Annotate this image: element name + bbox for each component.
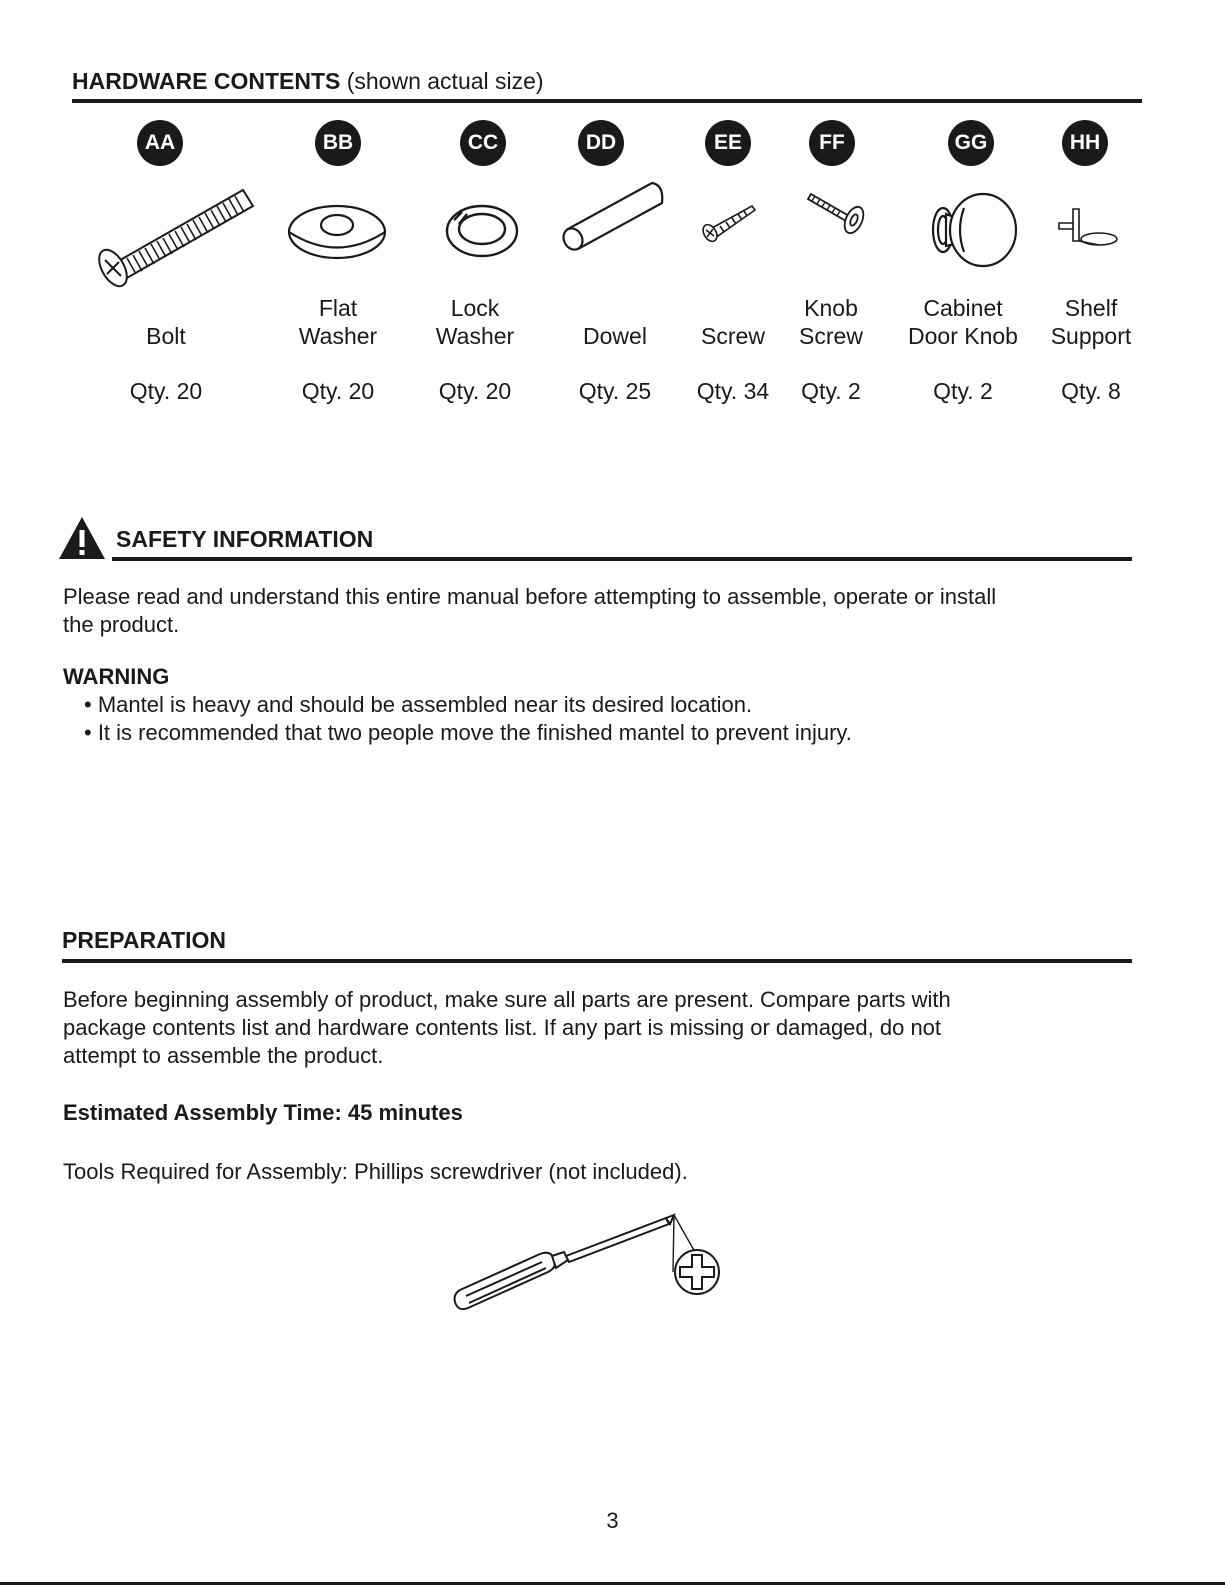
part-badge-ee: EE (705, 120, 751, 166)
part-qty-flat-washer: Qty. 20 (301, 378, 375, 404)
screw-icon (700, 200, 760, 245)
part-badge-gg: GG (948, 120, 994, 166)
part-badge-dd: DD (578, 120, 624, 166)
safety-intro: Please read and understand this entire manual before attempting to assemble, operate or install the product. (63, 584, 997, 637)
part-label-knob-screw: Knob Screw (799, 295, 863, 349)
estimated-assembly-time: Estimated Assembly Time: 45 minutes (63, 1100, 463, 1125)
part-qty-shelf-support: Qty. 8 (1061, 378, 1121, 404)
part-label-flat-washer: Flat Washer (298, 295, 378, 349)
part-badge-cc: CC (460, 120, 506, 166)
hardware-contents-title: HARDWARE CONTENTS (shown actual size) (72, 68, 544, 94)
part-badge-bb: BB (315, 120, 361, 166)
page-number: 3 (606, 1508, 619, 1533)
safety-title-rule (112, 557, 1132, 561)
safety-title: SAFETY INFORMATION (116, 526, 374, 552)
part-label-dowel: Dowel (583, 323, 647, 349)
part-badge-hh: HH (1062, 120, 1108, 166)
shelf-support-icon (1055, 205, 1120, 250)
part-qty-cabinet-door-knob: Qty. 2 (933, 378, 993, 404)
lock-washer-icon (442, 200, 522, 262)
part-label-shelf-support: Shelf Support (1050, 295, 1132, 349)
part-badge-aa: AA (137, 120, 183, 166)
part-label-cabinet-door-knob: Cabinet Door Knob (908, 295, 1018, 349)
preparation-paragraph: Before beginning assembly of product, make sure all parts are present. Compare parts with package contents list and hardware contents list. If any part is missing or damaged, do not attempt to assemble the product. (63, 987, 951, 1068)
bolt-icon (95, 178, 260, 293)
warning-bullet: • It is recommended that two people move the finished mantel to prevent injury. (84, 720, 852, 745)
tools-required: Tools Required for Assembly: Phillips screwdriver (not included). (63, 1159, 688, 1184)
part-qty-screw: Qty. 34 (696, 378, 770, 404)
part-label-lock-washer: Lock Washer (435, 295, 515, 349)
part-qty-bolt: Qty. 20 (129, 378, 203, 404)
knob-screw-icon (805, 188, 870, 238)
preparation-title-rule (62, 959, 1132, 963)
part-label-bolt: Bolt (146, 323, 186, 349)
hardware-title-rule (72, 99, 1142, 103)
warning-triangle-icon (58, 516, 106, 560)
phillips-screwdriver-icon (452, 1210, 727, 1315)
part-badge-ff: FF (809, 120, 855, 166)
part-qty-lock-washer: Qty. 20 (438, 378, 512, 404)
part-qty-knob-screw: Qty. 2 (801, 378, 861, 404)
part-label-screw: Screw (701, 323, 765, 349)
warning-heading: WARNING (63, 664, 170, 689)
preparation-title: PREPARATION (62, 927, 226, 953)
cabinet-knob-icon (928, 190, 1020, 270)
part-qty-dowel: Qty. 25 (578, 378, 652, 404)
dowel-icon (558, 175, 670, 255)
warning-bullet: • Mantel is heavy and should be assembled near its desired location. (84, 692, 753, 717)
flat-washer-icon (285, 195, 390, 265)
